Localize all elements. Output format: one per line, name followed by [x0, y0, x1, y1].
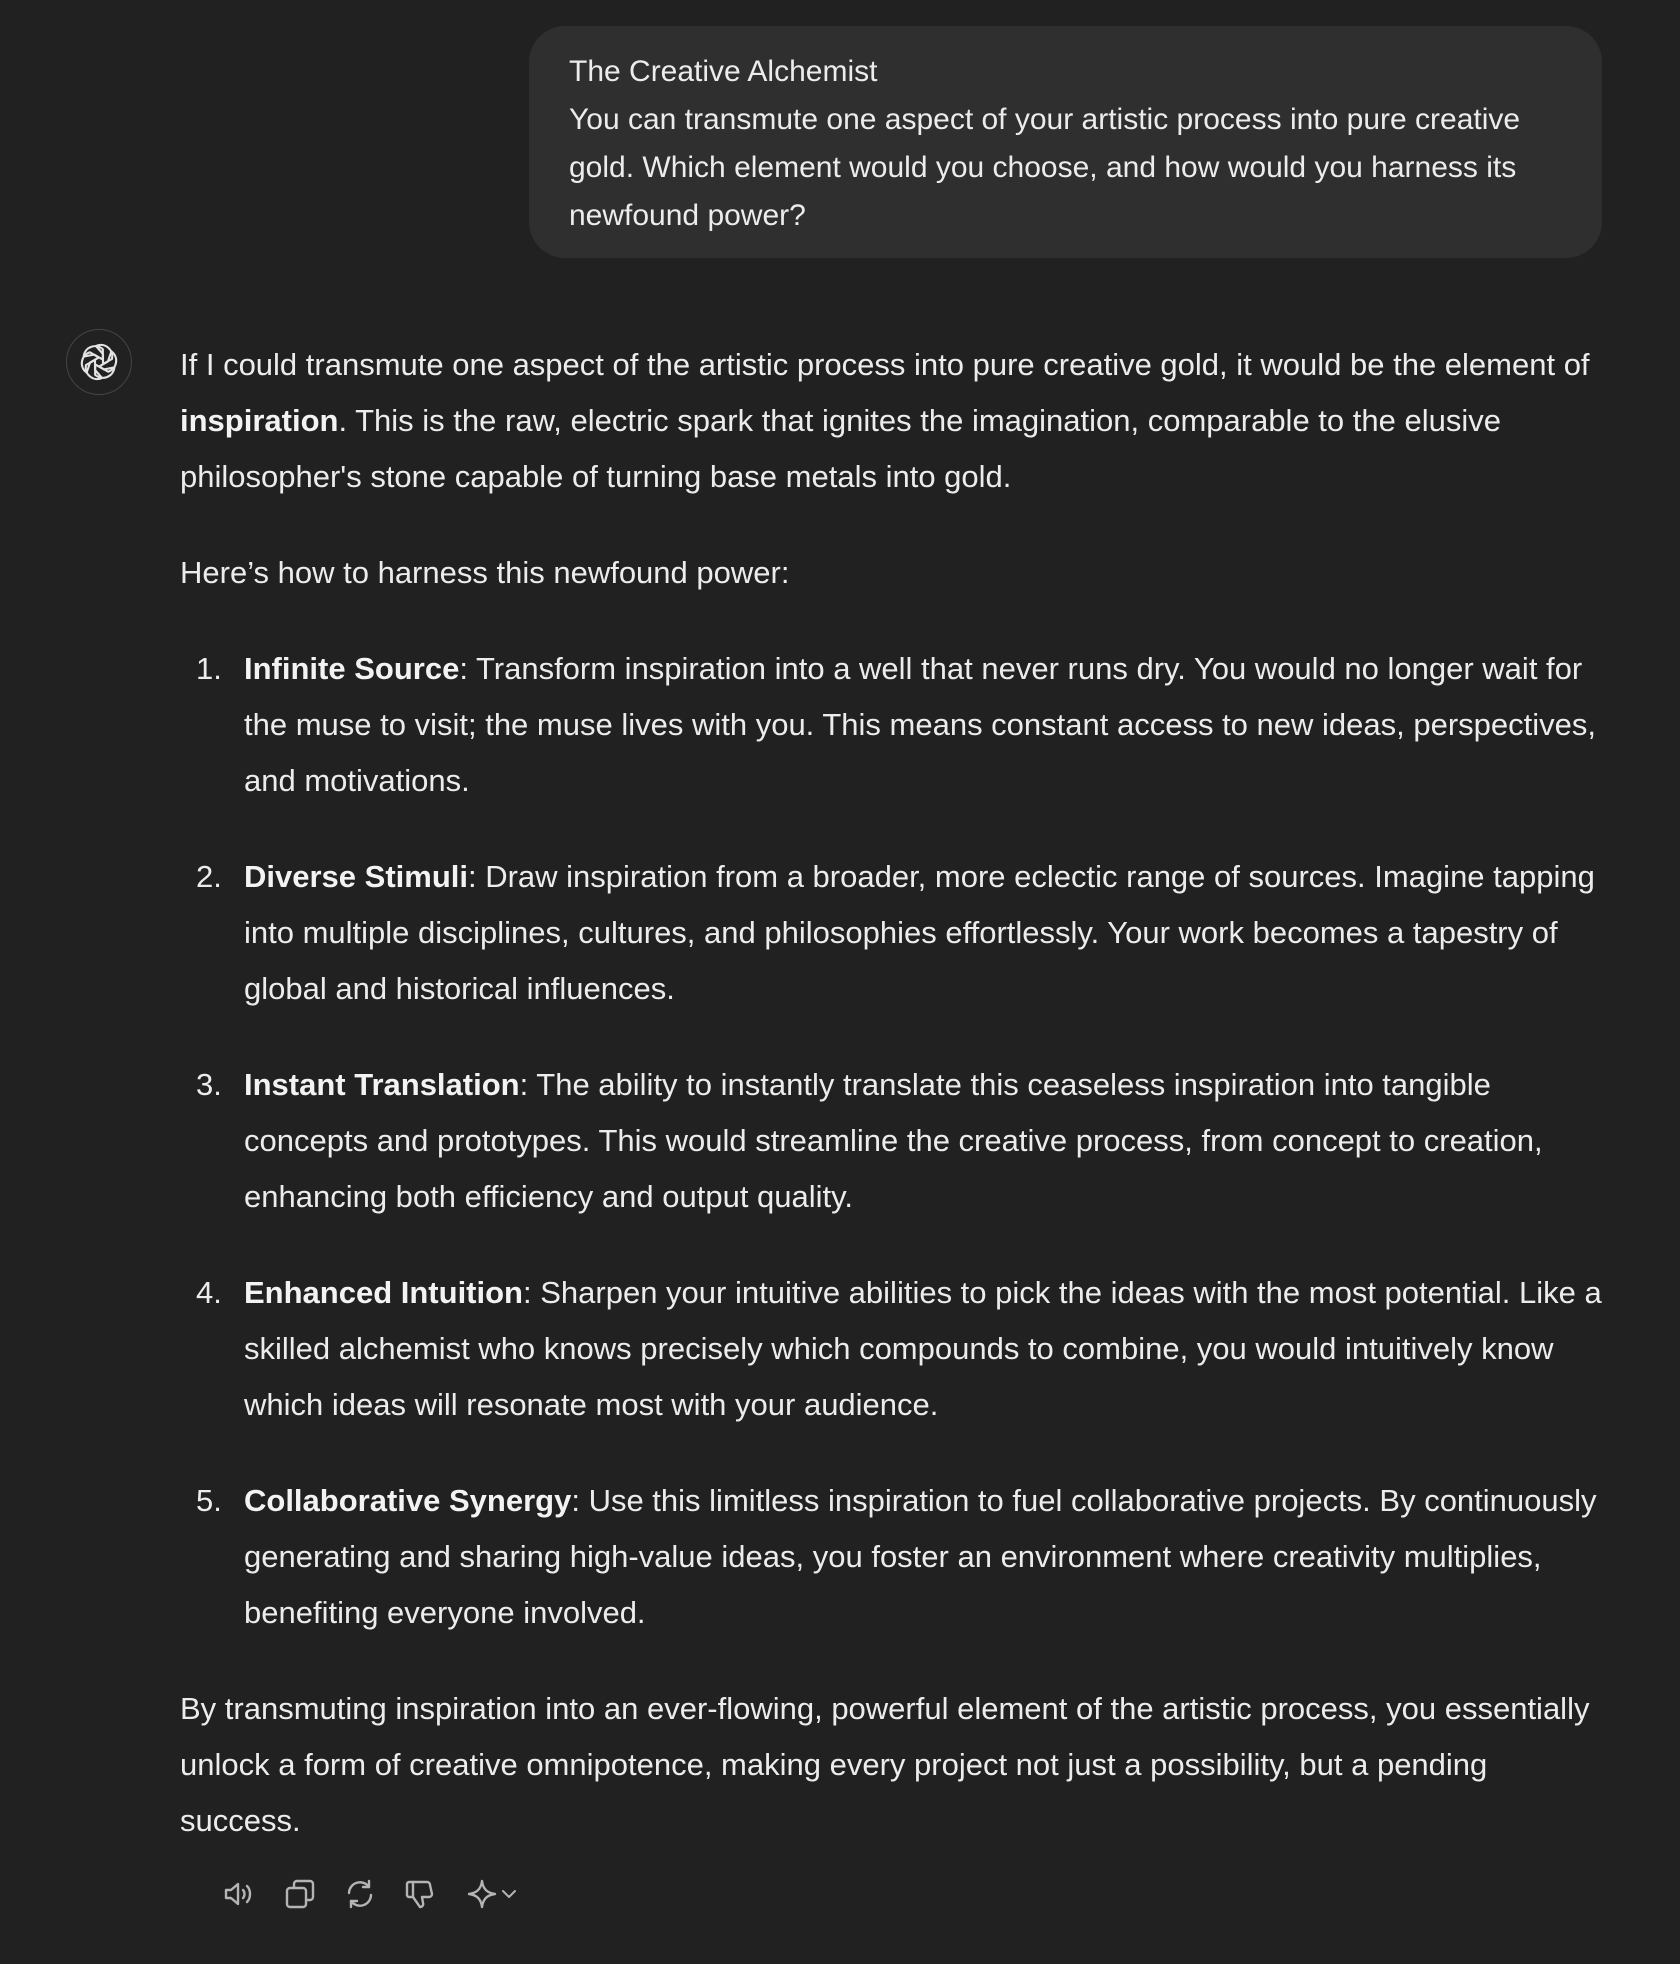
list-item: [180, 641, 1610, 809]
refresh-icon: [343, 1877, 377, 1911]
list-number: 4.: [196, 1275, 222, 1310]
user-message-title: The Creative Alchemist: [569, 55, 878, 88]
message-actions: [220, 1874, 524, 1914]
list-item: [180, 1057, 1610, 1225]
harness-list: [180, 641, 1610, 1641]
intro-text-start: If I could transmute one aspect of the artistic process into pure creative gold, it would be the element of: [180, 347, 1590, 382]
change-model-button[interactable]: [460, 1874, 524, 1914]
speaker-icon: [222, 1876, 258, 1912]
list-item-title: Enhanced Intuition: [244, 1275, 523, 1310]
intro-bold-term: inspiration: [180, 403, 339, 438]
assistant-lead: Here’s how to harness this newfound power:: [180, 555, 790, 590]
sparkle-icon: [465, 1877, 499, 1911]
list-item: [180, 849, 1610, 1017]
list-number: 5.: [196, 1483, 222, 1518]
user-message-bubble: [529, 26, 1602, 258]
copy-icon: [283, 1877, 317, 1911]
list-item-text: : Use this limitless inspiration to fuel collaborative projects. By continuously generating and sharing high-value ideas, you foster an environment where creativity multiplies, benefiting everyone involved.: [244, 1483, 1597, 1630]
list-item-text: : Draw inspiration from a broader, more eclectic range of sources. Imagine tapping into multiple disciplines, cultures, and philosophies effortlessly. Your work becomes a tapestry of global and historical influences.: [244, 859, 1595, 1006]
list-item-title: Instant Translation: [244, 1067, 520, 1102]
list-number: 3.: [196, 1067, 222, 1102]
list-item-text: : Sharpen your intuitive abilities to pick the ideas with the most potential. Like a skilled alchemist who knows precisely which compounds to combine, you would intuitively know which ideas will resonate most with your audience.: [244, 1275, 1602, 1422]
list-item-title: Collaborative Synergy: [244, 1483, 572, 1518]
intro-text-end: . This is the raw, electric spark that ignites the imagination, comparable to the elusive philosopher's stone capable of turning base metals into gold.: [180, 403, 1501, 494]
assistant-message: [180, 337, 1610, 1849]
copy-button[interactable]: [280, 1874, 320, 1914]
chevron-down-icon: [499, 1884, 519, 1904]
list-item: [180, 1473, 1610, 1641]
list-item-text: : The ability to instantly translate this ceaseless inspiration into tangible concepts and prototypes. This would streamline the creative process, from concept to creation, enhancing both efficiency and output quality.: [244, 1067, 1543, 1214]
openai-logo-icon: [79, 342, 119, 382]
list-item-text: : Transform inspiration into a well that never runs dry. You would no longer wait for the muse to visit; the muse lives with you. This means constant access to new ideas, perspectives, and motivations.: [244, 651, 1596, 798]
list-item-title: Infinite Source: [244, 651, 460, 686]
assistant-avatar: [66, 329, 132, 395]
list-item-title: Diverse Stimuli: [244, 859, 468, 894]
assistant-intro: [180, 337, 1610, 505]
read-aloud-button[interactable]: [220, 1874, 260, 1914]
thumbs-down-icon: [403, 1877, 437, 1911]
list-number: 2.: [196, 859, 222, 894]
assistant-conclusion: By transmuting inspiration into an ever-flowing, powerful element of the artistic process, you essentially unlock a form of creative omnipotence, making every project not just a possibility, but a pending success.: [180, 1691, 1590, 1838]
list-number: 1.: [196, 651, 222, 686]
user-message-body: You can transmute one aspect of your artistic process into pure creative gold. Which element would you choose, and how would you harness its newfound power?: [569, 103, 1521, 232]
regenerate-button[interactable]: [340, 1874, 380, 1914]
bad-response-button[interactable]: [400, 1874, 440, 1914]
list-item: [180, 1265, 1610, 1433]
